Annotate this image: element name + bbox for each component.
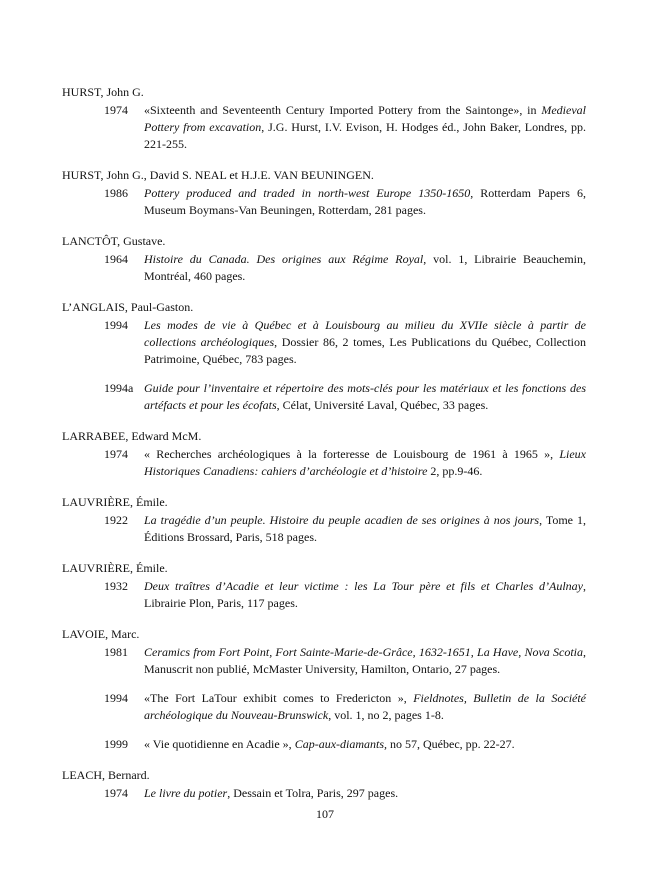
reference-text	[144, 785, 586, 802]
reference-year: 1981	[104, 645, 128, 659]
reference-title: La tragédie d’un peuple. Histoire du peuple acadien de ses origines à nos jours	[144, 513, 540, 527]
reference-title: Cap-aux-diamants,	[294, 737, 388, 751]
reference-item	[62, 185, 586, 219]
reference-detail: , Dossier 86, 2 tomes, Les Publications du Québec, Collection Patrimoine, Québec, 783 pages.	[144, 335, 587, 366]
reference-item	[62, 317, 586, 368]
page-number: 107	[316, 807, 334, 821]
reference-year: 1999	[104, 737, 128, 751]
reference-title: Deux traîtres d’Acadie et leur victime : les La Tour père et fils et Charles d’Aulnay	[144, 579, 583, 593]
reference-item	[62, 251, 586, 285]
reference-item	[62, 785, 586, 802]
reference-detail: «Sixteenth and Seventeenth Century Imported Pottery from the Saintonge», in	[144, 103, 542, 117]
reference-year: 1964	[104, 252, 128, 266]
reference-title: Fieldnotes, Bulletin de la Société archéologique du Nouveau-Brunswick	[144, 691, 587, 722]
reference-detail: , Célat, Université Laval, Québec, 33 pages.	[276, 398, 489, 412]
reference-year: 1994a	[104, 381, 134, 395]
reference-item	[62, 380, 586, 414]
entry-author: LEACH, Bernard.	[62, 768, 150, 782]
reference-title: Pottery produced and traded in north-west Europe 1350-1650	[144, 186, 471, 200]
bibliography-entry	[62, 767, 586, 802]
entry-author: HURST, John G.	[62, 85, 144, 99]
entry-author: L’ANGLAIS, Paul-Gaston.	[62, 300, 194, 314]
reference-title: Ceramics from Fort Point, Fort Sainte-Marie-de-Grâce, 1632-1651, La Have, Nova Scotia	[144, 645, 583, 659]
reference-text	[144, 690, 586, 724]
reference-text	[144, 512, 586, 546]
reference-year: 1974	[104, 786, 128, 800]
reference-title: Lieux Historiques Canadiens: cahiers d’archéologie et d’histoire	[144, 447, 586, 478]
reference-text	[144, 578, 586, 612]
reference-detail: , Manuscrit non publié, McMaster University, Hamilton, Ontario, 27 pages.	[144, 645, 586, 676]
reference-detail: 2, pp.9-46.	[427, 464, 483, 478]
reference-detail: , vol. 1, Librairie Beauchemin, Montréal, 460 pages.	[144, 252, 586, 283]
reference-text	[144, 185, 586, 219]
reference-year: 1974	[104, 447, 128, 461]
reference-text	[144, 102, 586, 153]
reference-detail: , J.G. Hurst, I.V. Evison, H. Hodges éd., John Baker, Londres, pp. 221-255.	[144, 120, 586, 151]
reference-detail: « Recherches archéologiques à la forteresse de Louisbourg de 1961 à 1965 »,	[144, 447, 560, 461]
reference-title: Medieval Pottery from excavation	[144, 103, 586, 134]
entry-author: LAVOIE, Marc.	[62, 627, 140, 641]
reference-year: 1974	[104, 103, 128, 117]
bibliography-entry	[62, 167, 586, 219]
reference-title: Guide pour l’inventaire et répertoire des mots-clés pour les matériaux et les fonctions des artéfacts et pour les écofats	[144, 381, 586, 412]
entry-author: HURST, John G., David S. NEAL et H.J.E. VAN BEUNINGEN.	[62, 168, 374, 182]
reference-text	[144, 380, 586, 414]
reference-year: 1994	[104, 318, 128, 332]
reference-year: 1994	[104, 691, 128, 705]
reference-text	[144, 446, 586, 480]
reference-detail: , vol. 1, no 2, pages 1-8.	[328, 708, 444, 722]
reference-detail: , Rotterdam Papers 6, Museum Boymans-Van Beuningen, Rotterdam, 281 pages.	[144, 186, 586, 217]
reference-title: Le livre du potier	[144, 786, 228, 800]
reference-item	[62, 690, 586, 724]
reference-detail: , Tome 1, Éditions Brossard, Paris, 518 pages.	[144, 513, 586, 544]
reference-detail: « Vie quotidienne en Acadie »,	[144, 737, 295, 751]
bibliography-page	[62, 84, 586, 816]
reference-text	[144, 317, 586, 368]
bibliography-entry	[62, 560, 586, 612]
entry-author: LAUVRIÈRE, Émile.	[62, 495, 168, 509]
reference-item	[62, 512, 586, 546]
bibliography-entry	[62, 494, 586, 546]
entry-author: LAUVRIÈRE, Émile.	[62, 561, 168, 575]
bibliography-entry	[62, 626, 586, 753]
reference-text	[144, 736, 586, 753]
reference-item	[62, 736, 586, 753]
reference-year: 1932	[104, 579, 128, 593]
reference-item	[62, 644, 586, 678]
reference-year: 1986	[104, 186, 128, 200]
bibliography-entry	[62, 84, 586, 153]
reference-title: Les modes de vie à Québec et à Louisbourg au milieu du XVIIe siècle à partir de collections archéologiques	[144, 318, 586, 349]
reference-detail: no 57, Québec, pp. 22-27.	[387, 737, 515, 751]
bibliography-entry	[62, 299, 586, 414]
bibliography-entry	[62, 233, 586, 285]
reference-detail: «The Fort LaTour exhibit comes to Fredericton »,	[144, 691, 414, 705]
bibliography-entry	[62, 428, 586, 480]
entry-author: LANCTÔT, Gustave.	[62, 234, 166, 248]
reference-detail: , Librairie Plon, Paris, 117 pages.	[144, 579, 586, 610]
entry-author: LARRABEE, Edward McM.	[62, 429, 202, 443]
reference-item	[62, 578, 586, 612]
reference-item	[62, 102, 586, 153]
reference-title: Histoire du Canada. Des origines aux Régime Royal	[144, 252, 424, 266]
reference-text	[144, 251, 586, 285]
reference-item	[62, 446, 586, 480]
reference-year: 1922	[104, 513, 128, 527]
reference-detail: , Dessain et Tolra, Paris, 297 pages.	[227, 786, 399, 800]
reference-text	[144, 644, 586, 678]
